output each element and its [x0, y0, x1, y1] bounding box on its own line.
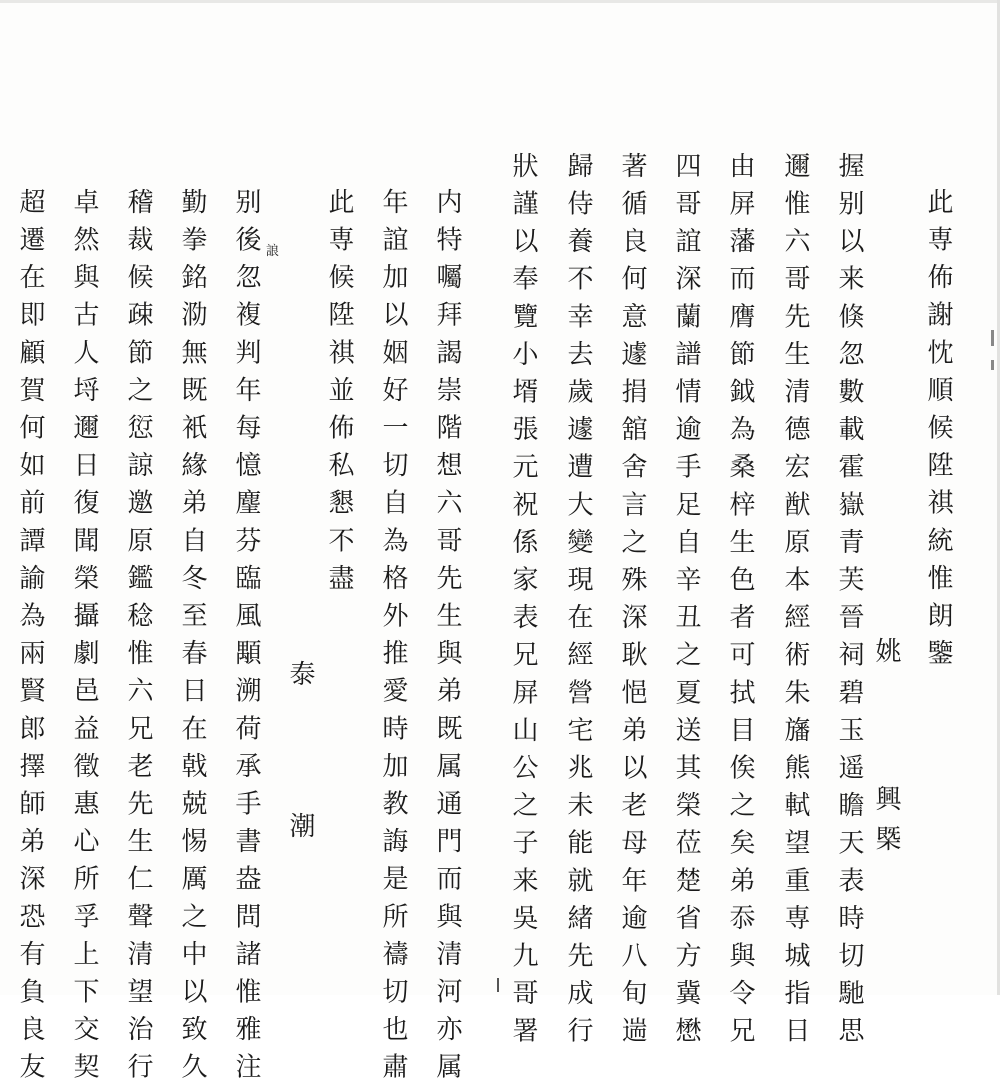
letter-one-column-2: 握别以来倏忽數載霍嶽青芙晉祠碧玉遥瞻天表時切馳思: [834, 152, 864, 1055]
edge-speck: [991, 360, 994, 370]
letter-two-signature-2: 潮: [285, 812, 315, 838]
letter-one-column-6: 著循良何意遽捐舘舍言之殊深耿悒弟以老母年逾八旬遄: [617, 152, 647, 1055]
letter-one-column-1: 此専佈謝忱順候陞祺統惟朗鑒: [923, 188, 953, 677]
letter-two-column-4: 卓然與古人埒邇日復聞榮攝劇邑益徵惠心所孚上下交契: [69, 188, 99, 1090]
letter-one-column-9: 内特囑拜謁崇階想六哥先生與弟既属通門而與清河亦属: [432, 188, 462, 1090]
scan-edge-top: [0, 0, 1000, 3]
letter-one-column-3: 邇惟六哥先生清德宏猷原本經術朱旛熊軾望重専城指日: [780, 152, 810, 1055]
letter-two-column-5: 超遷在即顧賀何如前譚諭為兩賢郎擇師弟深恐有負良友: [15, 188, 45, 1090]
letter-two-column-2: 勤拳銘泐無既衹緣弟自冬至春日在戟兢惕厲之中以致久: [177, 188, 207, 1090]
letter-one-signature-surname: 姚: [871, 637, 901, 663]
edge-speck: [991, 330, 994, 346]
letter-two-column-1: 别後忽複判年每憶麈芬臨風顒溯荷承手書盎問諸惟雅注: [231, 188, 261, 1090]
letter-one-signature-given-1: 興: [871, 785, 901, 811]
letter-one-column-7: 歸侍養不幸去歲遽遭大變現在經營宅兆未能就緒先成行: [563, 152, 593, 1055]
letter-one-column-4: 由屏藩而膺節鉞為桑梓生色者可拭目俟之矣弟忝與令兄: [725, 152, 755, 1055]
fold-mark: [497, 978, 499, 992]
letter-one-column-11: 此専候陞祺並佈私懇不盡: [324, 188, 354, 602]
letter-one-signature-given-2: 槩: [871, 825, 901, 851]
letter-two-column-3: 稽裁候疎節之愆諒邀原鑑稔惟六兄老先生仁聲清望治行: [123, 188, 153, 1090]
letter-one-column-10: 年誼加以姻好一切自為格外推愛時加教誨是所禱切也肅: [378, 188, 408, 1090]
letter-one-column-8: 狀謹以奉覽小壻張元祝係家表兄屏山公之子来吳九哥署: [508, 152, 538, 1055]
letter-one-column-5: 四哥誼深蘭譜情逾手足自辛丑之夏送其榮莅楚省方冀懋: [671, 152, 701, 1055]
letter-two-signature-1: 泰: [285, 660, 315, 686]
letter-two-annotation: 誏: [266, 244, 280, 259]
